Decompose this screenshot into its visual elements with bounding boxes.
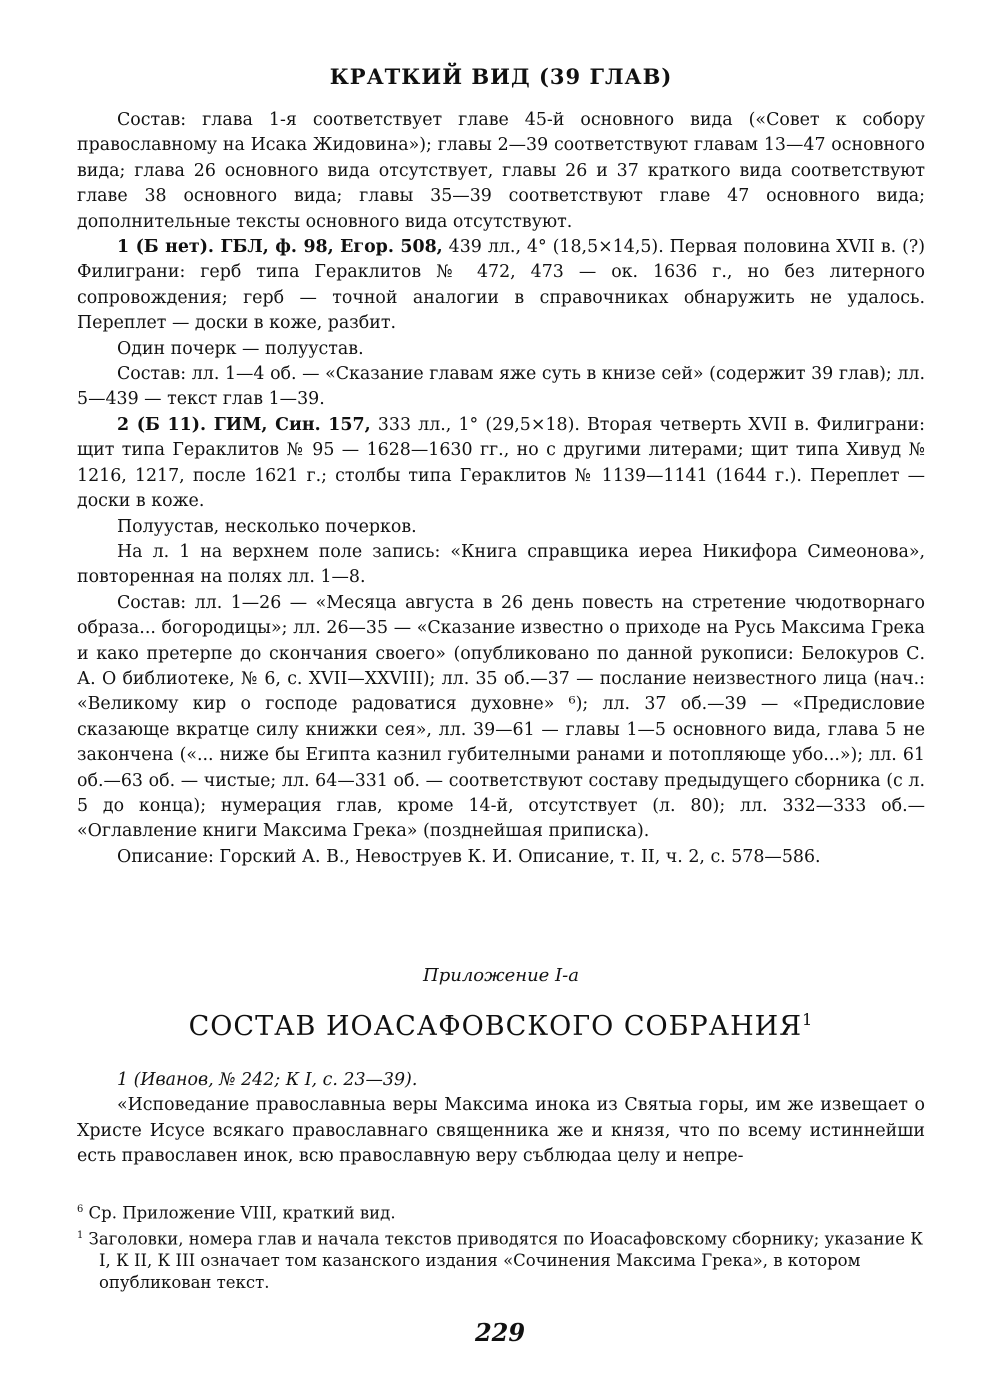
manuscript-1-shelfmark: 1 (Б нет). ГБЛ, ф. 98, Егор. 508, (117, 237, 443, 258)
page-number: 229 (474, 1318, 526, 1347)
manuscript-2-note: На л. 1 на верхнем поле запись: «Книга справщика иереа Никифора Симеонова», повторенная на полях лл. 1—8. (77, 541, 925, 588)
appendix-title (77, 1010, 925, 1042)
manuscript-1-hand: Один почерк — полуустав. (117, 338, 364, 359)
manuscript-1-contents: Состав: лл. 1—4 об. — «Сказание главам яже суть в книзе сей» (содержит 39 глав); лл. 5—439 — текст глав 1—39. (77, 364, 925, 410)
appendix-label: Приложение I-а (423, 965, 579, 986)
manuscript-2-bibliography: Описание: Горский А. В., Невоструев К. И. Описание, т. II, ч. 2, с. 578—586. (117, 846, 821, 867)
appendix-title-footnote-mark: 1 (802, 1010, 814, 1029)
section-title: КРАТКИЙ ВИД (39 ГЛАВ) (329, 64, 673, 89)
footnote-text: Ср. Приложение VIII, краткий вид. (88, 1203, 396, 1223)
manuscript-1-text: 439 лл., 4° (18,5×14,5). Первая половина XVII в. (?) Филиграни: герб типа Гераклитов № 472, 473 — ок. 1636 г., но без литерного сопровождения; герб — точной аналогии в справочниках обнаружить не удалось. Переплет — доски в коже, разбит. (77, 237, 926, 334)
appendix-entry-reference: 1 (Иванов, № 242; К I, с. 23—39). (117, 1070, 418, 1090)
footnote-mark: 6 (77, 1204, 84, 1215)
footnote (77, 1199, 925, 1225)
footnote-mark: 1 (77, 1229, 84, 1241)
footnotes (77, 1199, 925, 1294)
appendix-title-text: СОСТАВ ИОАСАФОВСКОГО СОБРАНИЯ (188, 1011, 803, 1042)
manuscript-2-hand: Полуустав, несколько почерков. (117, 516, 417, 537)
appendix-body (77, 1068, 925, 1170)
section-body (77, 108, 925, 870)
footnote (77, 1225, 925, 1295)
manuscript-2-description (77, 413, 925, 515)
manuscript-2-shelfmark: 2 (Б 11). ГИМ, Син. 157, (117, 414, 371, 435)
manuscript-2-text: 333 лл., 1° (29,5×18). Вторая четверть XVII в. Филиграни: щит типа Гераклитов № 95 — 1628—1630 гг., но с другими литерами; щит типа Хивуд № 1216, 1217, после 1621 г.; столбы типа Гераклитов № 1139—1141 (1644 г.). Переплет — доски в коже. (77, 414, 925, 512)
manuscript-2-contents: Состав: лл. 1—26 — «Месяца августа в 26 день повесть на стретение чюдотворнаго образа... богородицы»; лл. 26—35 — «Сказание известно о приходе на Русь Максима Грека и како претерпе до скончания своего» (опубликовано по данной рукописи: Белокуров С. А. О библиотеке, № 6, с. XVII—XXVIII); лл. 35 об.—37 — послание неизвестного лица (нач.: «Великому кир о господе радоватися духовне» ⁶); лл. 37 об.—39 — «Предисловие сказающе вкратце силу книжки сея», лл. 39—61 — главы 1—5 основного вида, глава 5 не закончена («... ниже бы Египта казнил губителными ранами и потопляюще убо...»); лл. 61 об.—63 об. — чистые; лл. 64—331 об. — соответствуют составу предыдущего сборника (с л. 5 до конца); нумерация глав, кроме 14-й, отсутствует (л. 80); лл. 332—333 об.— «Оглавление книги Максима Грека» (позднейшая приписка). (77, 592, 925, 842)
composition-paragraph: Состав: глава 1-я соответствует главе 45-й основного вида («Совет к собору православному на Исака Жидовина»); главы 2—39 соответствуют главам 13—47 основного вида; глава 26 основного вида отсутствует, главы 26 и 37 краткого вида соответствуют главе 38 основного вида; главы 35—39 соответствуют главе 47 основного вида; дополнительные тексты основного вида отсутствуют. (77, 110, 925, 232)
manuscript-1-description (77, 235, 925, 337)
appendix-entry-text: «Исповедание православныа веры Максима инока из Святыа горы, им же извещает о Христе Исусе всякаго православнаго священника же и князя, что по всему истиннейши есть православен инок, всю православную веру съблюдаа целу и непре- (77, 1095, 925, 1167)
footnote-text: Заголовки, номера глав и начала текстов приводятся по Иоасафовскому сборнику; указание К I, К II, К III означает том казанского издания «Сочинения Максима Грека», в котором опубликован текст. (88, 1229, 924, 1292)
